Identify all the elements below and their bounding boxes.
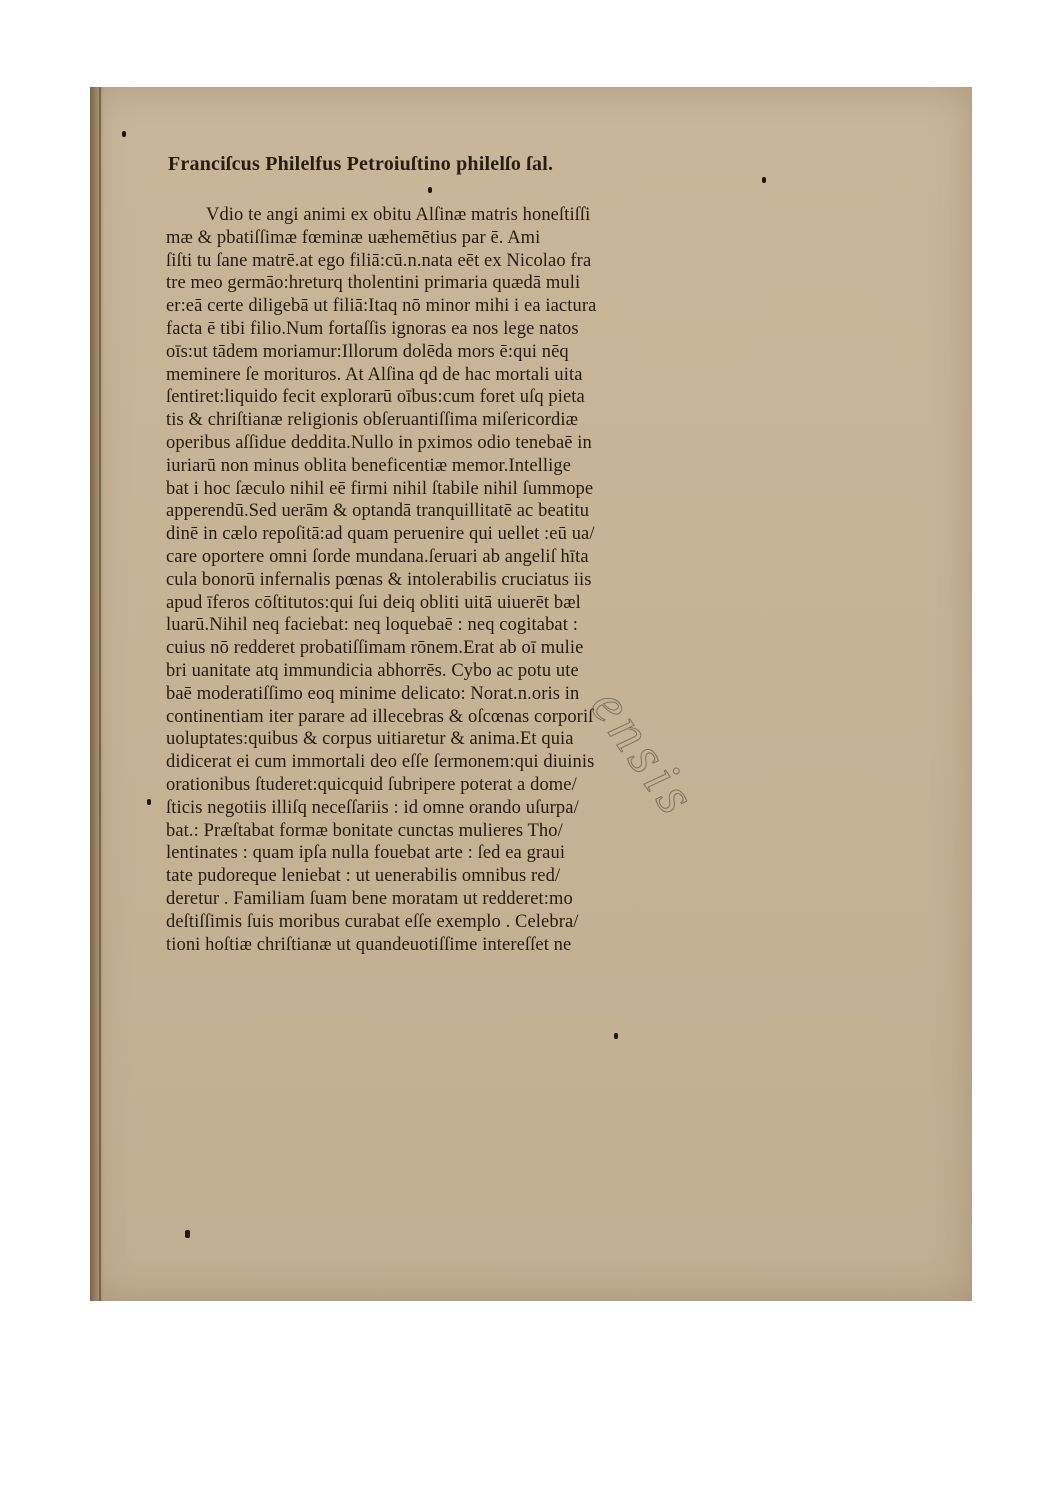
text-line: lentinates : quam ipſa nulla fouebat arte : ſed ea graui [166,843,566,864]
text-line: facta ē tibi filio.Num fortaſſis ignoras ea nos lege natos [166,318,579,339]
page-binding [90,87,104,1301]
text-line: mæ & pbatiſſimæ fœminæ uæhemētius par ē. Ami [166,227,541,248]
text-line: tre meo germāo:hreturq tholentini primaria quædā muli [166,273,581,294]
spine-line [99,87,101,1301]
letter-body [166,204,766,956]
text-line: baē moderatiſſimo eoq minime delicato: Norat.n.oris in [166,683,580,704]
text-line: dinē in cælo repoſitā:ad quam peruenire qui uellet :eū ua/ [166,524,595,545]
text-line: tis & chriſtianæ religionis obſeruantiſſima miſericordiæ [166,410,579,431]
text-line: didicerat ei cum immortali deo eſſe ſermonem:qui diuinis [166,752,595,773]
text-line: bat i hoc ſæculo nihil eē firmi nihil ſtabile nihil ſummope [166,478,594,499]
ink-speck [185,1230,190,1238]
text-line: bri uanitate atq immundicia abhorrēs. Cybo ac potu ute [166,660,579,681]
text-line: er:eā certe diligebā ut filiā:Itaq nō minor mihi i ea iactura [166,296,597,317]
text-line: apud īferos cōſtitutos:qui ſui deiq obliti uitā uiuerēt bæl [166,592,581,613]
text-line: Vdio te angi animi ex obitu Alſinæ matris honeſtiſſi [206,205,591,225]
scanned-page [90,87,972,1301]
text-line: operibus aſſidue deddita.Nullo in pximos odio tenebaē in [166,432,592,453]
text-line: bat.: Præſtabat formæ bonitate cunctas mulieres Tho/ [166,820,563,841]
text-line: ſticis negotiis illiſq neceſſariis : id omne orando uſurpa/ [166,797,579,818]
library-watermark: ensis [578,677,711,830]
ink-speck [762,177,766,183]
ink-speck [428,187,432,193]
text-line: tioni hoſtiæ chriſtianæ ut quandeuotiſſime intereſſet ne [166,934,572,955]
text-line: orationibus ſtuderet:quicquid ſubripere poterat a dome/ [166,774,577,795]
ink-speck [614,1033,618,1039]
text-line: apperendū.Sed uerām & optandā tranquillitatē ac beatitu [166,501,590,522]
text-line: luarū.Nihil neq faciebat: neq loquebaē : neq cogitabat : [166,615,578,636]
text-line: continentiam iter parare ad illecebras & oſcœnas corporiſ [166,706,594,727]
text-line: ſiſti tu ſane matrē.at ego filiā:cū.n.nata eēt ex Nicolao fra [166,250,592,271]
ink-speck [122,131,126,137]
text-line: cuius nō redderet probatiſſimam rōnem.Erat ab oī mulie [166,638,584,659]
text-line: ſentiret:liquido fecit explorarū oībus:cum foret uſq pieta [166,387,585,408]
text-line: oīs:ut tādem moriamur:Illorum dolēda mors ē:qui nēq [166,341,569,362]
text-line: deſtiſſimis ſuis moribus curabat eſſe exemplo . Celebra/ [166,911,579,932]
text-line: care oportere omni ſorde mundana.ſeruari ab angeliſ hīta [166,546,589,567]
text-line: iuriarū non minus oblita beneficentiæ memor.Intellige [166,455,572,476]
text-line: uoluptates:quibus & corpus uitiaretur & anima.Et quia [166,729,574,750]
letter-heading: Franciſcus Philelfus Petroiuſtino philelſo ſal. [168,153,554,175]
text-line: deretur . Familiam ſuam bene moratam ut redderet:mo [166,888,573,909]
text-line: cula bonorū infernalis pœnas & intolerabilis cruciatus iis [166,569,592,590]
text-line: meminere ſe morituros. At Alſina qd de hac mortali uita [166,364,583,385]
text-line: tate pudoreque leniebat : ut uenerabilis omnibus red/ [166,866,561,887]
ink-speck [147,799,151,805]
